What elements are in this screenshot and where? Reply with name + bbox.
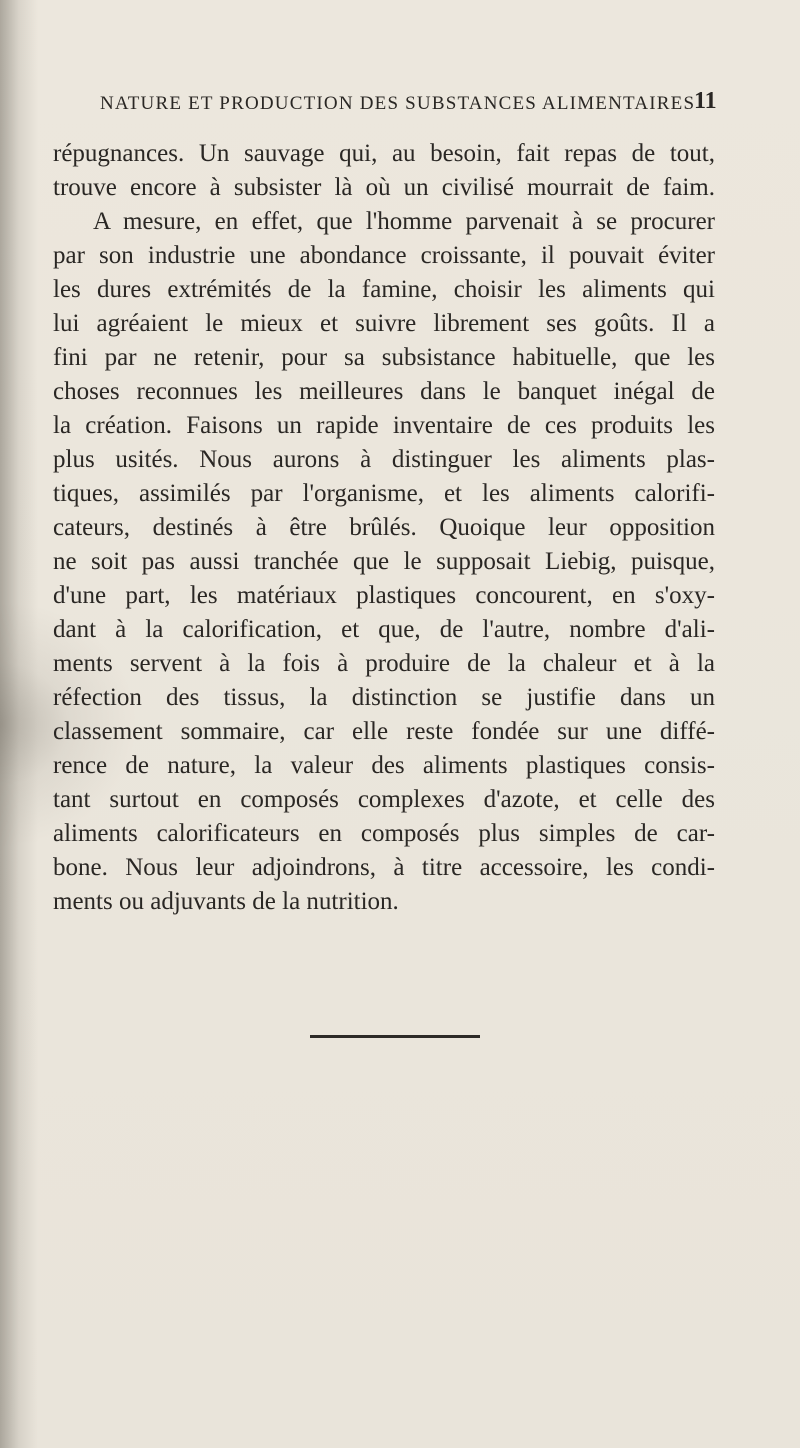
text-line: lui agréaient le mieux et suivre librement ses goûts. Il a (53, 310, 715, 337)
text-line: plus usités. Nous aurons à distinguer les aliments plas- (53, 446, 715, 473)
section-end-rule (310, 1035, 480, 1038)
text-line: classement sommaire, car elle reste fondée sur une diffé- (53, 718, 715, 745)
text-line: A mesure, en effet, que l'homme parvenait à se procurer (93, 208, 715, 235)
text-line: ments servent à la fois à produire de la chaleur et à la (53, 650, 715, 677)
text-line: rence de nature, la valeur des aliments plastiques consis- (53, 752, 715, 779)
text-line: trouve encore à subsister là où un civilisé mourrait de faim. (53, 174, 715, 201)
text-line: les dures extrémités de la famine, choisir les aliments qui (53, 276, 715, 303)
text-line: ne soit pas aussi tranchée que le supposait Liebig, puisque, (53, 548, 715, 575)
text-line: tant surtout en composés complexes d'azote, et celle des (53, 786, 715, 813)
text-line: réfection des tissus, la distinction se justifie dans un (53, 684, 715, 711)
binding-gutter-shadow (0, 0, 38, 1448)
text-line: aliments calorificateurs en composés plus simples de car- (53, 820, 715, 847)
text-line: ments ou adjuvants de la nutrition. (53, 888, 399, 915)
text-line: répugnances. Un sauvage qui, au besoin, fait repas de tout, (53, 140, 715, 167)
text-line: bone. Nous leur adjoindrons, à titre accessoire, les condi- (53, 854, 715, 881)
text-line: par son industrie une abondance croissante, il pouvait éviter (53, 242, 715, 269)
running-head: NATURE ET PRODUCTION DES SUBSTANCES ALIMENTAIRES (100, 93, 696, 114)
text-line: la création. Faisons un rapide inventaire de ces produits les (53, 412, 715, 439)
text-line: d'une part, les matériaux plastiques concourent, en s'oxy- (53, 582, 715, 609)
text-line: tiques, assimilés par l'organisme, et les aliments calorifi- (53, 480, 715, 507)
text-line: cateurs, destinés à être brûlés. Quoique leur opposition (53, 514, 715, 541)
text-line: fini par ne retenir, pour sa subsistance habituelle, que les (53, 344, 715, 371)
text-line: choses reconnues les meilleures dans le banquet inégal de (53, 378, 715, 405)
body-paragraph (53, 137, 715, 919)
page-number: 11 (694, 88, 717, 114)
text-line: dant à la calorification, et que, de l'autre, nombre d'ali- (53, 616, 715, 643)
